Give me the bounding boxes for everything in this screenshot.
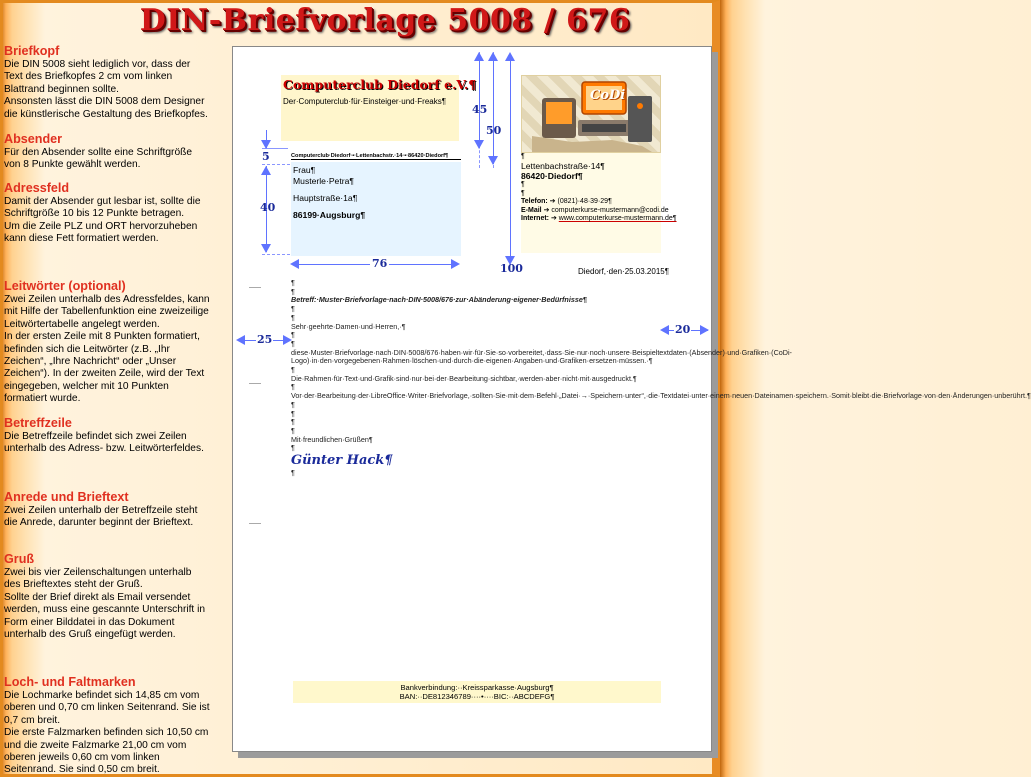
arrow-up-icon [488, 52, 498, 61]
arrow-left-icon [660, 325, 669, 335]
paragraph-3: Vor·der·Bearbeitung·der·LibreOffice·Writer·Briefvorlage,·sollten·Sie·mit·dem·Befehl·„Datei·→·Speichern·unter“,·die·Textdatei·unter·einem·neuen·Dateinamen·speichern.·Somit·bleibt·die·Briefvorlage·von·den·Änderungen·unberührt.¶ [291, 391, 1031, 401]
section-heading: Briefkopf [4, 44, 60, 58]
arrow-icon: ➔ [543, 206, 550, 214]
arrow-left-icon [236, 335, 245, 345]
paragraph-1: diese·Muster·Briefvorlage·nach·DIN·5008/676·haben·wir·für·Sie·so·vorbereitet,·dass·Sie·nur·noch·unsere·Beispieltextdaten·(Absender)·und·Grafiken·(CoDi-Logo)·in·den·vorgegebenen·Rahmen·löschen·und·durch·die·eigenen·Angaben·und·Grafiken·ersetzen·müssen.·¶ [291, 347, 792, 366]
arrow-up-icon [474, 52, 484, 61]
contact-internet[interactable]: www.computerkurse-mustermann.de¶ [558, 215, 677, 223]
dimension-label: 100 [500, 262, 523, 275]
section-adressfeld [4, 181, 226, 246]
section-lochmarken [4, 675, 226, 777]
address-city-line: 86199·Augsburg¶ [293, 210, 366, 220]
pilcrow-mark: ¶ [291, 278, 295, 287]
contact-email[interactable]: computerkurse-mustermann@codi.de [551, 206, 669, 214]
address-line: Frau¶ [293, 165, 316, 175]
section-betreffzeile [4, 416, 226, 456]
section-heading: Adressfeld [4, 181, 70, 195]
dimension-label: 45 [472, 103, 488, 116]
letterhead-box [281, 75, 477, 141]
pilcrow-mark: ¶ [291, 338, 295, 348]
pilcrow-mark: ¶ [291, 425, 295, 435]
section-text: Die DIN 5008 sieht lediglich vor, dass der Text des Briefkopfes 2 cm vom linken Blattrand beginnen sollte. Ansonsten lässt die DIN 5008 dem Designer die künstlerische Gestaltung des Briefkopfes. [4, 59, 208, 120]
club-subtitle: Der·Computerclub·für·Einsteiger·und·Freaks¶ [283, 97, 447, 106]
internet-label: Internet: [521, 215, 549, 223]
section-heading: Absender [4, 132, 63, 146]
dimension-guide [262, 164, 290, 165]
date-line: Diedorf,·den·25.03.2015¶ [578, 267, 670, 276]
contact-phone: (0821)·48·39·29¶ [557, 198, 612, 206]
pilcrow-mark: ¶ [291, 408, 295, 418]
section-anrede [4, 490, 226, 530]
arrow-down-icon [261, 140, 271, 149]
pilcrow-mark: ¶ [291, 312, 295, 322]
pilcrow-mark: ¶ [291, 304, 295, 314]
section-text: Für den Absender sollte eine Schriftgröße von 8 Punkte gewählt werden. [4, 147, 193, 171]
section-text: Damit der Absender gut lesbar ist, sollte die Schriftgröße 10 bis 12 Punkte betragen. Um die Zeile PLZ und ORT hervorzuheben kann diese Fett formatiert werden. [4, 196, 201, 245]
logo-text: CoDi [590, 88, 626, 103]
pilcrow-mark: ¶ [291, 443, 295, 453]
section-text: Zwei Zeilen unterhalb der Betreffzeile steht die Anrede, darunter beginnt der Brieftext. [4, 505, 198, 529]
dimension-guide [262, 254, 290, 255]
section-text: Zwei bis vier Zeilenschaltungen unterhalb des Brieftextes steht der Gruß. Sollte der Brief direkt als Email versendet werden, muss eine gescannte Unterschrift in Form einer Bilddatei in das Dokument unterhalb des Gruß eingefügt werden. [4, 567, 206, 641]
arrow-up-icon [261, 166, 271, 175]
pilcrow-mark: ¶ [291, 365, 295, 375]
pilcrow-mark: ¶ [521, 189, 525, 197]
bank-line: BAN:··DE812346789····•····BIC:··ABCDEFG¶ [399, 692, 555, 701]
arrow-down-icon [261, 244, 271, 253]
page-title: DIN-Briefvorlage 5008 / 676 [139, 3, 631, 38]
logo-image [521, 75, 661, 153]
fold-mark [249, 287, 261, 288]
arrow-icon: ➔ [549, 198, 556, 206]
section-heading: Anrede und Brieftext [4, 490, 129, 504]
section-briefkopf [4, 44, 226, 121]
contact-internet-row [521, 215, 677, 223]
contact-phone-row [521, 198, 661, 206]
bank-footer [293, 681, 661, 703]
section-absender [4, 132, 226, 172]
contact-box [521, 153, 677, 253]
arrow-right-icon [283, 335, 292, 345]
section-heading: Loch- und Faltmarken [4, 675, 136, 689]
pilcrow-mark: ¶ [291, 417, 295, 427]
dimension-line [493, 58, 494, 164]
pilcrow-mark: ¶ [291, 382, 295, 392]
closing: Mit·freundlichen·Grüßen¶ [291, 434, 373, 444]
dimension-line [510, 58, 511, 262]
fold-mark [249, 523, 261, 524]
dimension-label: 5 [262, 150, 270, 163]
pilcrow-mark: ¶ [291, 330, 295, 340]
section-text: Zwei Zeilen unterhalb des Adressfeldes, kann mit Hilfe der Tabellenfunktion eine zweizeilige Leitwörtertabelle angelegt werden. In der ersten Zeile mit 8 Punkten formatiert, befinden sich die Leitwörter (z.B. „Ihr Zeichen“, „Ihre Nachricht“ oder „Unser Zeichen“). In der zweiten Zeile, wird der Text eingegeben, welcher mit 10 Punkten formatiert wurde. [4, 294, 210, 405]
contact-city: 86420·Diedorf¶ [521, 171, 583, 182]
pilcrow-mark: ¶ [521, 153, 525, 160]
arrow-down-icon [488, 156, 498, 165]
pilcrow-mark: ¶ [291, 468, 295, 478]
arrow-left-icon [290, 259, 299, 269]
dimension-label: 40 [260, 201, 276, 214]
section-leitwoerter [4, 279, 226, 406]
letter-page [232, 46, 1031, 752]
dimension-label: 20 [675, 323, 691, 336]
section-heading: Gruß [4, 552, 35, 566]
arrow-right-icon [700, 325, 709, 335]
salutation: Sehr·geehrte·Damen·und·Herren,·¶ [291, 321, 406, 331]
bank-line: Bankverbindung:··Kreissparkasse·Augsburg¶ [400, 683, 554, 692]
club-name: Computerclub Diedorf e.V.¶ [283, 77, 477, 92]
arrow-down-icon [474, 140, 484, 149]
dimension-label: 25 [257, 333, 273, 346]
phone-label: Telefon: [521, 198, 548, 206]
section-heading: Leitwörter (optional) [4, 279, 126, 293]
pilcrow-mark: ¶ [521, 181, 525, 189]
email-label: E-Mail [521, 206, 542, 214]
signature: Günter Hack¶ [291, 453, 393, 469]
pilcrow-mark: ¶ [291, 286, 295, 296]
subject-line: Betreff:·Muster·Briefvorlage·nach·DIN·5008/676·zur·Abänderung·eigener·Bedürfnisse¶ [291, 295, 587, 305]
address-line: Musterle·Petra¶ [293, 176, 354, 186]
arrow-icon: ➔ [550, 215, 557, 223]
contact-email-row [521, 206, 669, 215]
paragraph-2: Die·Rahmen·für·Text·und·Grafik·sind·nur·bei·der·Bearbeitung·sichtbar,·werden·aber·nicht·mit·ausgedruckt.¶ [291, 373, 637, 383]
section-text: Die Lochmarke befindet sich 14,85 cm vom oberen und 0,70 cm linken Seitenrand. Sie ist 0,7 cm breit. Die erste Falzmarken befinden sich 10,50 cm und die zweite Falzmarke 21,00 cm vom oberen jeweils 0,60 cm vom linken Seitenrand. Sie sind 0,50 cm breit. [4, 690, 210, 776]
dimension-label: 76 [372, 257, 388, 270]
sender-line: Computerclub·Diedorf·•·Lettenbachstr.·14·•·86420·Diedorf¶ [291, 153, 461, 160]
contact-street: Lettenbachstraße·14¶ [521, 161, 605, 172]
section-heading: Betreffzeile [4, 416, 72, 430]
arrow-up-icon [505, 52, 515, 61]
section-gruss [4, 552, 226, 641]
punch-mark [249, 383, 261, 384]
arrow-right-icon [451, 259, 460, 269]
section-text: Die Betreffzeile befindet sich zwei Zeilen unterhalb des Adress- bzw. Leitwörterfeldes. [4, 431, 204, 455]
dimension-label: 50 [486, 124, 502, 137]
address-field [291, 162, 461, 256]
pilcrow-mark: ¶ [291, 399, 295, 409]
address-line: Hauptstraße·1a¶ [293, 193, 358, 203]
